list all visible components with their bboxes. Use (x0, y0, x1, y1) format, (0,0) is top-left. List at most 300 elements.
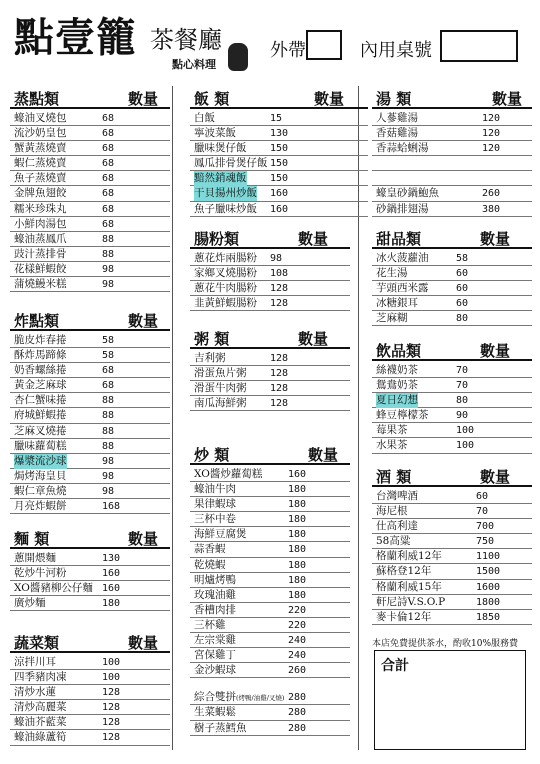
menu-item[interactable] (372, 126, 532, 141)
menu-item-price: 260 (288, 665, 307, 677)
menu-item[interactable] (10, 232, 170, 247)
menu-item[interactable] (10, 111, 170, 126)
menu-item-price: 180 (288, 589, 307, 601)
menu-item-label: 格蘭利威12年 (376, 550, 442, 563)
menu-item[interactable] (190, 266, 350, 281)
menu-item-label: 四季豬肉凍 (14, 671, 67, 684)
menu-item[interactable] (372, 251, 532, 266)
menu-item-label: 冰火菠蘿油 (376, 252, 429, 264)
menu-item-name (376, 580, 442, 595)
menu-item-name (376, 564, 431, 579)
menu-item[interactable] (10, 596, 170, 611)
menu-item-label: 格蘭利威15年 (376, 580, 442, 593)
menu-item-label: 吉利粥 (194, 352, 226, 364)
menu-item[interactable] (10, 670, 170, 685)
dinein-label: 內用桌號 (360, 40, 432, 61)
menu-item-price: 128 (270, 383, 289, 395)
menu-item-label: 三杯雞 (194, 618, 226, 631)
menu-item[interactable] (372, 519, 532, 534)
menu-item-price: 88 (102, 410, 115, 422)
quantity-header: 數量 (480, 468, 511, 486)
menu-header (0, 0, 540, 80)
menu-item-price: 68 (102, 158, 115, 170)
menu-item-name (14, 277, 67, 292)
menu-item-price: 60 (456, 268, 469, 280)
menu-item-name (376, 111, 418, 126)
menu-item[interactable] (190, 351, 350, 366)
menu-item-label: 宮保雞丁 (194, 649, 236, 662)
menu-item-name (14, 715, 67, 730)
menu-item-label: 涼拌川耳 (14, 656, 56, 668)
menu-item-label: 蝦仁章魚燒 (14, 484, 67, 497)
menu-item-price: 120 (482, 143, 501, 155)
menu-item-label: 蝦仁蒸燒賣 (14, 157, 67, 170)
quantity-header: 數量 (480, 342, 511, 360)
section-title: 炸點類 (14, 312, 60, 330)
menu-item[interactable] (10, 186, 170, 201)
menu-item-name (194, 663, 236, 678)
menu-item[interactable] (190, 558, 350, 573)
menu-item-price: 128 (270, 398, 289, 410)
menu-item[interactable] (372, 564, 532, 579)
menu-item-name (14, 348, 67, 363)
menu-item[interactable] (372, 311, 532, 326)
menu-item[interactable] (190, 126, 368, 141)
menu-item[interactable] (372, 595, 532, 610)
menu-item[interactable] (10, 277, 170, 292)
menu-item[interactable] (190, 542, 350, 557)
menu-item-label: 乾燒蝦 (194, 558, 226, 571)
menu-item-price: 88 (102, 248, 115, 260)
column-divider (172, 86, 173, 750)
menu-item-label: 杏仁蟹味捲 (14, 394, 67, 407)
quantity-header: 數量 (314, 90, 345, 108)
menu-item-label: 魚子蒸燒賣 (14, 172, 67, 185)
menu-item-label: 芝麻糊 (376, 312, 408, 325)
menu-item-name (376, 393, 418, 408)
menu-item-label: 蠔油牛肉 (194, 483, 236, 496)
menu-item-price: 160 (288, 469, 307, 480)
menu-item-price: 100 (102, 672, 121, 684)
menu-item[interactable] (10, 171, 170, 186)
section-header (10, 308, 170, 330)
section-title: 酒 類 (376, 468, 412, 486)
menu-item[interactable] (190, 573, 350, 588)
section-header (10, 526, 170, 548)
menu-item-label: 蠔油芥藍菜 (14, 716, 67, 729)
total-label: 合計 (381, 658, 409, 674)
menu-item-name (14, 424, 67, 439)
menu-item-label: 清炒水蓮 (14, 686, 56, 699)
menu-item-label: 香菇雞湯 (376, 127, 418, 140)
menu-item-label: 爆漿流沙球 (14, 454, 67, 467)
section-header (10, 86, 170, 108)
menu-item-price: 180 (288, 499, 307, 511)
menu-item-label: 月亮炸蝦餅 (14, 500, 67, 513)
menu-item[interactable] (10, 685, 170, 700)
menu-item-price: 120 (482, 113, 501, 124)
menu-item-label: 花樣鮮蝦餃 (14, 262, 67, 275)
section-dessert (372, 226, 532, 326)
menu-item-name (194, 648, 236, 663)
menu-item[interactable] (372, 296, 532, 311)
menu-item[interactable] (190, 141, 368, 156)
menu-item[interactable] (190, 497, 350, 512)
section-header (190, 326, 350, 348)
menu-item-price: 70 (456, 365, 469, 376)
menu-item-label: 台灣啤酒 (376, 490, 418, 502)
menu-item[interactable] (372, 266, 532, 281)
menu-item-name (14, 363, 67, 378)
menu-item-label: 韭黃鮮蝦腸粉 (194, 297, 257, 310)
menu-item-name (376, 519, 418, 534)
menu-item[interactable] (372, 171, 532, 186)
menu-item[interactable] (10, 408, 170, 423)
menu-item-price: 160 (270, 203, 289, 215)
section-rule (190, 247, 350, 249)
menu-item[interactable] (10, 424, 170, 439)
menu-item[interactable] (372, 281, 532, 296)
menu-item-name (194, 141, 247, 156)
menu-item[interactable] (10, 141, 170, 156)
menu-item[interactable] (190, 588, 350, 603)
menu-item-price: 58 (102, 350, 115, 362)
section-rule (372, 247, 532, 249)
menu-item[interactable] (10, 126, 170, 141)
menu-item-name (376, 186, 439, 201)
menu-item-label: 金沙蝦球 (194, 664, 236, 677)
menu-item-label: XO醬豬柳公仔麵 (14, 582, 93, 595)
menu-item-price: 68 (102, 380, 115, 392)
menu-item[interactable] (190, 202, 368, 217)
menu-item-label: 玫瑰油雞 (194, 588, 236, 601)
menu-item[interactable] (190, 618, 350, 633)
menu-item-name (14, 262, 67, 277)
menu-item-price: 120 (482, 128, 501, 140)
menu-item-name (376, 489, 418, 504)
menu-item-price: 1100 (476, 551, 501, 563)
section-rule (10, 651, 170, 653)
menu-item-name (194, 588, 236, 603)
menu-item-price: 150 (270, 143, 289, 155)
section-alcohol (372, 464, 532, 625)
section-rule (10, 547, 170, 549)
menu-item[interactable] (10, 655, 170, 670)
menu-item[interactable] (190, 186, 368, 201)
menu-item[interactable] (10, 363, 170, 378)
total-box[interactable] (374, 650, 526, 750)
menu-item-name (194, 705, 236, 720)
section-rule (372, 485, 532, 487)
menu-item-label: 綜合雙拼 (194, 691, 236, 704)
section-fried (10, 308, 170, 514)
menu-item[interactable] (190, 603, 350, 618)
section-header (372, 86, 532, 108)
menu-item[interactable] (10, 581, 170, 596)
menu-item[interactable] (10, 469, 170, 484)
menu-item-price: 168 (102, 501, 121, 513)
menu-item-name (194, 202, 257, 217)
section-title: 腸粉類 (194, 230, 240, 248)
menu-item[interactable] (10, 484, 170, 499)
menu-item[interactable] (10, 333, 170, 348)
menu-item[interactable] (10, 499, 170, 514)
menu-item[interactable] (190, 527, 350, 542)
menu-item-label: 臘味蘿蔔糕 (14, 439, 67, 452)
menu-item-label: 明爐烤鴨 (194, 573, 236, 586)
menu-item[interactable] (10, 348, 170, 363)
menu-item-price: 280 (288, 692, 307, 704)
menu-item[interactable] (10, 202, 170, 217)
menu-item-price: 128 (102, 687, 121, 699)
restaurant-tagline: 點心料理 (172, 58, 216, 71)
menu-item[interactable] (190, 251, 350, 266)
menu-item-price: 180 (288, 544, 307, 556)
menu-item-label: 黯然銷魂飯 (194, 172, 247, 185)
menu-item-price: 1850 (476, 611, 501, 623)
menu-item[interactable] (10, 262, 170, 277)
menu-item-label: 莓果茶 (376, 424, 408, 437)
menu-item[interactable] (10, 566, 170, 581)
menu-item[interactable] (372, 504, 532, 519)
menu-item[interactable] (10, 715, 170, 730)
menu-item-name (14, 730, 67, 745)
menu-item[interactable] (190, 705, 350, 720)
menu-item-label: 左宗棠雞 (194, 634, 236, 647)
menu-item-label: 蒲燒鰻米糕 (14, 278, 67, 291)
menu-item-name (14, 655, 56, 670)
menu-item[interactable] (10, 217, 170, 232)
menu-item-name (14, 469, 67, 484)
menu-item-price: 68 (102, 173, 115, 185)
menu-item[interactable] (372, 423, 532, 438)
menu-item-price: 98 (102, 279, 115, 291)
menu-item-price: 98 (102, 485, 115, 497)
menu-item[interactable] (190, 721, 350, 736)
menu-item-label: 水果茶 (376, 439, 408, 452)
menu-item-price: 88 (102, 395, 115, 407)
menu-item-label: 家鄉叉燒腸粉 (194, 267, 257, 280)
menu-item-label: 流沙奶皇包 (14, 127, 67, 140)
menu-item[interactable] (190, 296, 350, 311)
section-drinks (372, 338, 532, 454)
section-header (372, 338, 532, 360)
menu-item-name (376, 610, 431, 625)
menu-item[interactable] (372, 156, 532, 171)
menu-item-label: 蠔油綠蘆筍 (14, 731, 67, 744)
section-title: 湯 類 (376, 90, 412, 108)
menu-item-label: 蜂豆檸檬茶 (376, 409, 429, 422)
menu-item[interactable] (372, 111, 532, 126)
section-title: 甜品類 (376, 230, 422, 248)
menu-item-price: 98 (102, 455, 115, 467)
menu-item-price: 90 (456, 410, 469, 422)
takeout-checkbox[interactable] (306, 30, 342, 60)
menu-item-name (376, 311, 408, 326)
menu-item-price: 100 (102, 657, 121, 668)
section-title: 飲品類 (376, 342, 422, 360)
menu-item[interactable] (372, 549, 532, 564)
menu-item-name (194, 482, 236, 497)
menu-item[interactable] (190, 663, 350, 678)
menu-item-name (376, 126, 418, 141)
menu-item[interactable] (372, 438, 532, 453)
menu-item[interactable] (190, 366, 350, 381)
menu-item[interactable] (372, 489, 532, 504)
menu-item-name (194, 381, 247, 396)
quantity-header: 數量 (128, 90, 159, 108)
menu-item-name (14, 439, 67, 454)
menu-item[interactable] (10, 247, 170, 262)
menu-item-price: 68 (102, 128, 115, 140)
menu-item-label: 芝麻叉燒捲 (14, 424, 67, 437)
menu-item-label: 清炒高麗菜 (14, 701, 67, 714)
menu-item-name (194, 467, 262, 482)
menu-item-price: 160 (270, 188, 289, 200)
menu-item-price: 240 (288, 650, 307, 662)
menu-item-price: 240 (288, 635, 307, 647)
menu-item-name (376, 251, 429, 266)
table-number-field[interactable] (440, 30, 518, 62)
menu-item-price: 180 (288, 574, 307, 586)
restaurant-subtitle: 茶餐廳 (150, 26, 222, 54)
menu-item-price: 128 (270, 298, 289, 310)
menu-item[interactable] (190, 512, 350, 527)
menu-item-price: 68 (102, 113, 115, 124)
menu-item-label: 生菜蝦鬆 (194, 706, 236, 719)
menu-item-name (194, 618, 226, 633)
menu-item[interactable] (190, 648, 350, 663)
menu-item-name (194, 542, 226, 557)
menu-item-name (194, 603, 236, 618)
menu-item-label: 奶香螺絲捲 (14, 364, 67, 377)
section-soup (372, 86, 532, 217)
menu-item[interactable] (372, 186, 532, 201)
menu-item-name (14, 454, 67, 469)
menu-item-label: 脆皮炸春捲 (14, 334, 67, 346)
menu-item[interactable] (372, 378, 532, 393)
section-title: 粥 類 (194, 330, 230, 348)
menu-item-price: 160 (102, 568, 121, 580)
menu-item[interactable] (190, 381, 350, 396)
menu-item[interactable] (190, 111, 368, 126)
menu-item[interactable] (190, 281, 350, 296)
menu-item[interactable] (372, 580, 532, 595)
menu-item[interactable] (10, 700, 170, 715)
menu-item-label: 黃金芝麻球 (14, 379, 67, 392)
menu-item-name (194, 156, 268, 171)
menu-item-label: XO醬炒蘿蔔糕 (194, 468, 263, 480)
menu-item[interactable] (372, 408, 532, 423)
menu-item[interactable] (190, 156, 368, 171)
menu-item-label: 冰糖銀耳 (376, 297, 418, 310)
menu-item-price: 128 (270, 368, 289, 380)
menu-item[interactable] (10, 393, 170, 408)
menu-item-name (194, 351, 226, 366)
section-title: 炒 類 (194, 446, 230, 464)
menu-item-label: 府城鮮蝦捲 (14, 409, 67, 422)
menu-item-name (14, 499, 67, 514)
menu-item[interactable] (372, 141, 532, 156)
menu-item[interactable] (190, 396, 350, 411)
menu-item[interactable] (10, 378, 170, 393)
quantity-header: 數量 (298, 230, 329, 248)
menu-item[interactable] (10, 156, 170, 171)
menu-item-name (14, 685, 56, 700)
menu-item[interactable] (10, 454, 170, 469)
menu-item-note: (烤鴨/油雞/叉燒) (236, 694, 285, 703)
menu-item[interactable] (10, 439, 170, 454)
menu-item-name (14, 186, 67, 201)
menu-item[interactable] (10, 551, 170, 566)
menu-item-label: 人蔘雞湯 (376, 112, 418, 124)
menu-item[interactable] (190, 482, 350, 497)
menu-item[interactable] (190, 171, 368, 186)
menu-item-name (14, 393, 67, 408)
menu-item-label: 砂鍋排翅湯 (376, 202, 429, 215)
menu-item-price: 80 (456, 395, 469, 407)
menu-item-name (14, 202, 67, 217)
menu-item[interactable] (190, 690, 350, 705)
section-rule (372, 359, 532, 361)
menu-item-price: 220 (288, 619, 307, 631)
menu-item-label: 寧波菜飯 (194, 127, 236, 140)
menu-item-price: 128 (102, 717, 121, 729)
quantity-header: 數量 (492, 90, 523, 108)
menu-item-name (194, 396, 247, 411)
section-rule (190, 463, 350, 465)
menu-item-name (376, 202, 429, 217)
menu-item[interactable] (190, 467, 350, 482)
menu-item-label: 果律蝦球 (194, 498, 236, 511)
menu-item-label: 絲襪奶茶 (376, 364, 418, 376)
menu-item-price: 68 (102, 188, 115, 200)
menu-item-name (194, 721, 247, 736)
menu-item[interactable] (372, 610, 532, 625)
menu-item[interactable] (372, 202, 532, 217)
takeout-label: 外帶 (270, 40, 306, 61)
menu-item[interactable] (372, 534, 532, 549)
menu-item-name (14, 408, 67, 423)
menu-item[interactable] (372, 363, 532, 378)
menu-item-price: 180 (288, 514, 307, 526)
menu-item-name (14, 581, 93, 596)
menu-item-label: 芋頭西米露 (376, 282, 429, 295)
menu-item-name (194, 366, 247, 381)
menu-item-price: 68 (102, 143, 115, 155)
menu-item-label: 樹子蒸鱈魚 (194, 721, 247, 734)
menu-item-price: 58 (456, 253, 469, 264)
menu-item-price: 220 (288, 604, 307, 616)
menu-item-label: 蔥開煨麵 (14, 552, 56, 564)
menu-item-price: 180 (288, 559, 307, 571)
menu-item-price: 80 (456, 313, 469, 325)
menu-item-name (194, 573, 236, 588)
menu-item[interactable] (10, 730, 170, 745)
menu-item-name (376, 534, 410, 549)
menu-item-name (376, 141, 429, 156)
service-charge-notice: 本店免費提供茶水，酌收10%服務費 (372, 639, 519, 649)
menu-item-label: 夏日幻想 (376, 394, 418, 407)
menu-item-label: 金牌魚翅餃 (14, 187, 67, 200)
menu-item-label: 豉汁蒸排骨 (14, 247, 67, 260)
menu-item[interactable] (190, 633, 350, 648)
menu-item[interactable] (372, 393, 532, 408)
menu-item-label: 麥卡倫12年 (376, 610, 432, 623)
section-rule (190, 107, 368, 109)
menu-item-label: 海鮮豆腐煲 (194, 528, 247, 541)
menu-item-name (194, 690, 284, 706)
